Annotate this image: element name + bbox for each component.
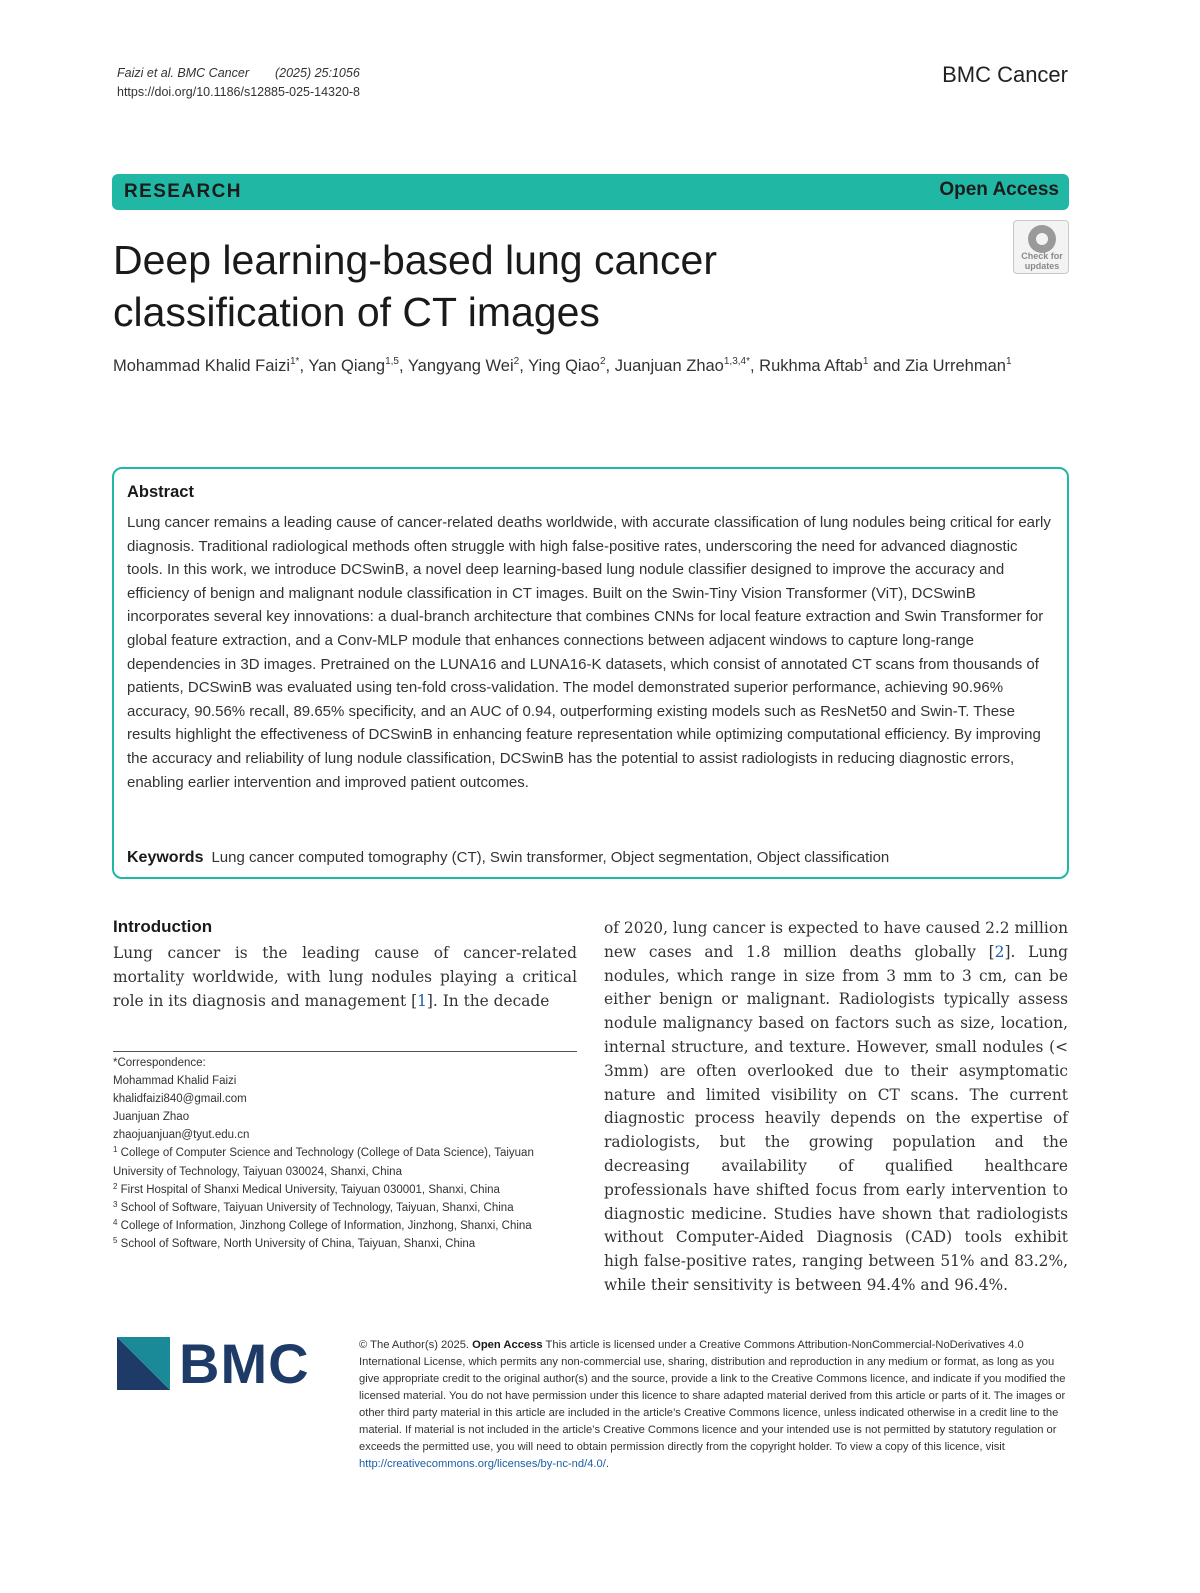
- author-name: Rukhma Aftab: [759, 357, 863, 375]
- abstract-heading: Abstract: [127, 483, 194, 501]
- author-affiliation-marker: 2: [599, 356, 606, 367]
- keywords-label: Keywords: [127, 849, 204, 866]
- corresponding-author-1: Mohammad Khalid Faizi: [113, 1075, 237, 1088]
- introduction-right-column: [604, 917, 1068, 1298]
- author-separator: ,: [519, 357, 529, 375]
- bmc-logo-mark-icon: [117, 1337, 170, 1390]
- intro-text-right: of 2020, lung cancer is expected to have caused 2.2 million new cases and 1.8 million deaths globally [: [604, 919, 1068, 961]
- footnotes: [113, 1054, 583, 1253]
- reference-link[interactable]: 2: [994, 942, 1005, 961]
- affiliation-item: [113, 1235, 583, 1253]
- license-body: This article is licensed under a Creative Commons Attribution-NonCommercial-NoDerivatives 4.0 International License, which permits any non-commercial use, sharing, distribution and reproduction in any medium or format, as long as you give appropriate credit to the original author(s) and the source, provide a link to the Creative Commons licence, and indicate if you modified the licensed material. You do not have permission under this licence to share adapted material derived from this article or parts of it. The images or other third party material in this article are included in the article’s Creative Commons licence, unless indicated otherwise in a credit line to the material. If material is not included in the article’s Creative Commons licence and your intended use is not permitted by statutory regulation or exceeds the permitted use, you will need to obtain permission directly from the copyright holder. To view a copy of this licence, visit: [359, 1339, 1066, 1453]
- author-name: Ying Qiao: [528, 357, 600, 375]
- affiliation-text: School of Software, North University of China, Taiyuan, Shanxi, China: [120, 1237, 476, 1250]
- author-separator: ,: [750, 357, 760, 375]
- bmc-logo-text: BMC: [179, 1332, 310, 1395]
- license-end: .: [605, 1458, 609, 1470]
- author-separator: and: [868, 357, 906, 375]
- footnote-divider: [113, 1051, 577, 1052]
- doi-link[interactable]: https://doi.org/10.1186/s12885-025-14320-8: [117, 85, 361, 99]
- affiliation-text: First Hospital of Shanxi Medical University, Taiyuan 030001, Shanxi, China: [120, 1183, 500, 1196]
- journal-name: BMC Cancer: [942, 62, 1068, 87]
- open-access-label: Open Access: [939, 179, 1059, 200]
- affiliation-item: [113, 1217, 583, 1235]
- author-separator: ,: [605, 357, 615, 375]
- introduction-left-column: [113, 941, 577, 1013]
- affiliation-item: [113, 1144, 583, 1180]
- affiliation-number: 2: [113, 1181, 118, 1191]
- author-list: [113, 352, 1063, 380]
- citation-text: Faizi et al. BMC Cancer: [117, 66, 249, 80]
- reference-link[interactable]: 1: [417, 992, 427, 1010]
- affiliation-list: [113, 1144, 583, 1253]
- abstract-box: [112, 467, 1069, 879]
- author-affiliation-marker: 1,5: [385, 356, 399, 367]
- introduction-heading: Introduction: [113, 917, 213, 936]
- running-header: [117, 64, 360, 102]
- affiliation-item: [113, 1181, 583, 1199]
- abstract-text: Lung cancer remains a leading cause of cancer-related deaths worldwide, with accurate classification of lung nodules being critical for early diagnosis. Traditional radiological methods often struggle with high false-positive rates, underscoring the need for advanced diagnostic tools. In this work, we introduce DCSwinB, a novel deep learning-based lung nodule classifier designed to improve the accuracy and efficiency of benign and malignant nodule classification in CT images. Built on the Swin-Tiny Vision Transformer (ViT), DCSwinB incorporates several key innovations: a dual-branch architecture that combines CNNs for local feature extraction and Swin Transformer for global feature extraction, and a Conv-MLP module that enhances connections between adjacent windows to capture long-range dependencies in 3D images. Pretrained on the LUNA16 and LUNA16-K datasets, which consist of annotated CT scans from thousands of patients, DCSwinB was evaluated using ten-fold cross-validation. The model demonstrated superior performance, achieving 90.96% accuracy, 90.56% recall, 89.65% specificity, and an AUC of 0.94, outperforming existing models such as ResNet50 and Swin-T. These results highlight the effectiveness of DCSwinB in enhancing feature representation while optimizing computational efficiency. By improving the accuracy and reliability of lung nodule classification, DCSwinB has the potential to assist radiologists in reducing diagnostic errors, enabling earlier intervention and improved patient outcomes.: [127, 514, 1051, 791]
- article-type-label: RESEARCH: [124, 181, 242, 202]
- author-name: Mohammad Khalid Faizi: [113, 357, 290, 375]
- check-for-updates-text: Check for updates: [1021, 251, 1063, 271]
- affiliation-number: 4: [113, 1217, 118, 1227]
- intro-text-left: Lung cancer is the leading cause of cancer-related mortality worldwide, with lung nodules playing a critical role in its diagnosis and management [: [113, 944, 577, 1010]
- bmc-logo: [117, 1332, 332, 1407]
- author-name: Yan Qiang: [308, 357, 386, 375]
- affiliation-item: [113, 1199, 583, 1217]
- check-for-updates-badge[interactable]: [1013, 220, 1069, 274]
- affiliation-text: College of Computer Science and Technology (College of Data Science), Taiyuan University of Technology, Taiyuan 030024, Shanxi, China: [113, 1147, 534, 1178]
- intro-text-right-cont: ]. Lung nodules, which range in size from 3 mm to 3 cm, can be either benign or malignant. Radiologists typically assess nodule malignancy based on factors such as size, location, internal structure, and texture. However, small nodules (< 3mm) are often overlooked due to their asymptomatic nature and limited visibility on CT scans. The current diagnostic process heavily depends on the expertise of radiologists, but the growing population and the decreasing availability of qualified healthcare professionals have shifted focus from early intervention to diagnostic medicine. Studies have shown that radiologists without Computer-Aided Diagnosis (CAD) tools exhibit high false-positive rates, ranging between 51% and 83.2%, while their sensitivity is between 94.4% and 96.4%.: [604, 942, 1068, 1294]
- affiliation-number: 3: [113, 1199, 118, 1209]
- author-name: Juanjuan Zhao: [614, 357, 724, 375]
- affiliation-number: 1: [113, 1145, 118, 1155]
- keywords-text: Lung cancer computed tomography (CT), Swin transformer, Object segmentation, Object classification: [211, 849, 890, 866]
- correspondence-label: *Correspondence:: [113, 1057, 206, 1069]
- license-link[interactable]: http://creativecommons.org/licenses/by-nc-nd/4.0/: [359, 1458, 606, 1470]
- author-separator: ,: [299, 357, 309, 375]
- intro-text-left-cont: ]. In the decade: [426, 992, 550, 1010]
- email-link-2[interactable]: zhaojuanjuan@tyut.edu.cn: [113, 1129, 250, 1142]
- year-volume-text: (2025) 25:1056: [274, 66, 360, 80]
- author-separator: ,: [398, 357, 408, 375]
- author-name: Zia Urrehman: [905, 357, 1006, 375]
- author-affiliation-marker: 1: [862, 356, 869, 367]
- corresponding-author-2: Juanjuan Zhao: [113, 1111, 190, 1124]
- license-text: [359, 1337, 1071, 1473]
- license-open-access: Open Access: [472, 1339, 543, 1351]
- email-link-1[interactable]: khalidfaizi840@gmail.com: [113, 1093, 247, 1106]
- author-affiliation-marker: 1*: [290, 356, 300, 367]
- copyright-text: © The Author(s) 2025.: [359, 1339, 470, 1351]
- affiliation-text: School of Software, Taiyuan University of Technology, Taiyuan, Shanxi, China: [120, 1201, 514, 1214]
- article-title: Deep learning-based lung cancer classification of CT images: [113, 237, 718, 335]
- crossmark-icon: [1028, 225, 1056, 253]
- author-affiliation-marker: 2: [513, 356, 520, 367]
- author-affiliation-marker: 1,3,4*: [723, 356, 750, 367]
- article-type-banner: [112, 174, 1069, 210]
- author-name: Yangyang Wei: [407, 357, 514, 375]
- affiliation-text: College of Information, Jinzhong College of Information, Jinzhong, Shanxi, China: [120, 1219, 532, 1232]
- affiliation-number: 5: [113, 1235, 118, 1245]
- keywords-line: [127, 849, 1062, 867]
- author-affiliation-marker: 1: [1005, 356, 1012, 367]
